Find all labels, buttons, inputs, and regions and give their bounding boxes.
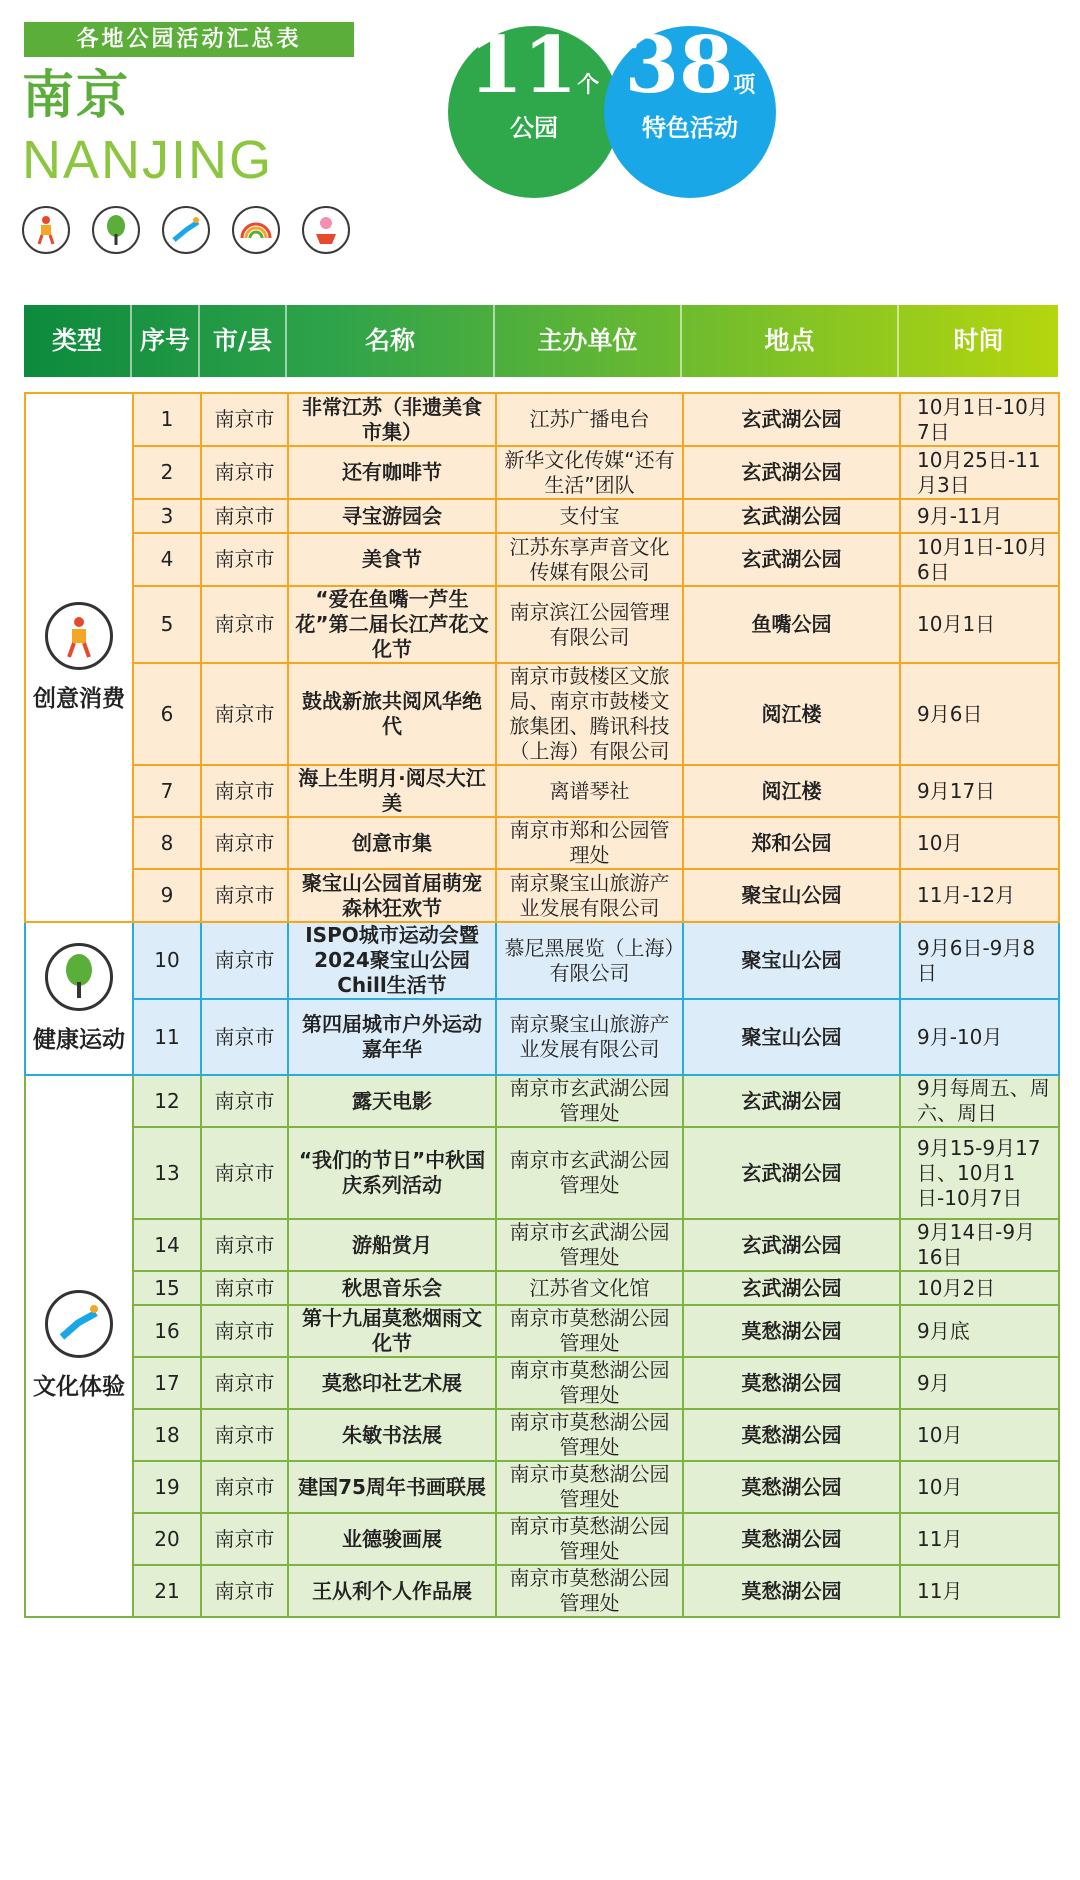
city-cell: 南京市 [201,1513,288,1565]
city-cell: 南京市 [201,1565,288,1617]
organizer: 新华文化传媒“还有生活”团队 [496,446,683,499]
organizer: 南京市莫愁湖公园管理处 [496,1565,683,1617]
date-range: 9月-11月 [900,499,1059,533]
row-number: 10 [133,922,201,999]
activity-name: 莫愁印社艺术展 [288,1357,496,1409]
row-number: 11 [133,999,201,1075]
venue: 郑和公园 [683,817,900,869]
date-range: 9月 [900,1357,1059,1409]
organizer: 南京市莫愁湖公园管理处 [496,1409,683,1461]
row-number: 18 [133,1409,201,1461]
activity-name: 王从利个人作品展 [288,1565,496,1617]
category-cell [25,1075,133,1617]
venue: 莫愁湖公园 [683,1513,900,1565]
date-range: 10月1日 [900,586,1059,663]
organizer: 南京市莫愁湖公园管理处 [496,1305,683,1357]
activity-name: 建国75周年书画联展 [288,1461,496,1513]
activity-name: 创意市集 [288,817,496,869]
row-number: 13 [133,1127,201,1219]
activity-name: 业德骏画展 [288,1513,496,1565]
parks-stat [448,20,620,198]
organizer: 南京市莫愁湖公园管理处 [496,1461,683,1513]
activity-name: 鼓战新旅共阅风华绝代 [288,663,496,765]
row-number: 3 [133,499,201,533]
person-icon [45,602,113,670]
organizer: 江苏省文化馆 [496,1271,683,1305]
venue: 莫愁湖公园 [683,1305,900,1357]
organizer: 支付宝 [496,499,683,533]
row-number: 2 [133,446,201,499]
city-cell: 南京市 [201,446,288,499]
activities-unit: 项 [733,73,756,98]
table-row [25,1219,1059,1271]
organizer: 南京市莫愁湖公园管理处 [496,1357,683,1409]
row-number: 6 [133,663,201,765]
venue: 玄武湖公园 [683,1271,900,1305]
row-number: 9 [133,869,201,922]
row-number: 8 [133,817,201,869]
venue: 莫愁湖公园 [683,1461,900,1513]
venue: 玄武湖公园 [683,533,900,586]
table-row [25,999,1059,1075]
parks-count: 11 [468,20,578,111]
row-number: 19 [133,1461,201,1513]
row-number: 16 [133,1305,201,1357]
table-row [25,1409,1059,1461]
table-row [25,393,1059,446]
city-name-en: NANJING [22,130,274,190]
date-range: 10月 [900,817,1059,869]
table-row [25,1305,1059,1357]
person-icon [22,206,70,254]
date-range: 9月6日-9月8日 [900,922,1059,999]
activity-name: 露天电影 [288,1075,496,1127]
organizer: 南京滨江公园管理有限公司 [496,586,683,663]
activity-name: 美食节 [288,533,496,586]
venue: 玄武湖公园 [683,1219,900,1271]
category-label: 创意消费 [33,685,125,712]
activity-name: 游船赏月 [288,1219,496,1271]
venue: 莫愁湖公园 [683,1357,900,1409]
city-cell: 南京市 [201,922,288,999]
date-range: 9月6日 [900,663,1059,765]
row-number: 7 [133,765,201,817]
row-number: 14 [133,1219,201,1271]
date-range: 9月14日-9月16日 [900,1219,1059,1271]
city-cell: 南京市 [201,1219,288,1271]
date-range: 9月每周五、周六、周日 [900,1075,1059,1127]
table-row [25,499,1059,533]
organizer: 江苏广播电台 [496,393,683,446]
row-number: 4 [133,533,201,586]
parks-label: 公园 [510,114,558,142]
page-tag: 各地公园活动汇总表 [24,22,354,57]
organizer: 南京市郑和公园管理处 [496,817,683,869]
date-range: 11月 [900,1513,1059,1565]
activity-name: “我们的节日”中秋国庆系列活动 [288,1127,496,1219]
activity-name: 海上生明月·阅尽大江美 [288,765,496,817]
table-row [25,1357,1059,1409]
table-row [25,1271,1059,1305]
col-type: 类型 [24,305,132,377]
activities-label: 特色活动 [642,114,738,142]
city-name-cn: 南京 [22,66,131,126]
city-cell: 南京市 [201,1461,288,1513]
city-cell: 南京市 [201,663,288,765]
col-time: 时间 [953,326,1004,355]
activity-name: 还有咖啡节 [288,446,496,499]
city-cell: 南京市 [201,999,288,1075]
organizer: 江苏东享声音文化传媒有限公司 [496,533,683,586]
flower-icon [302,206,350,254]
venue: 玄武湖公园 [683,499,900,533]
activities-count: 38 [624,20,734,111]
city-cell: 南京市 [201,1271,288,1305]
city-cell: 南京市 [201,393,288,446]
table-row [25,1461,1059,1513]
venue: 阅江楼 [683,663,900,765]
city-cell: 南京市 [201,765,288,817]
table-row [25,1565,1059,1617]
city-cell: 南京市 [201,1305,288,1357]
date-range: 11月-12月 [900,869,1059,922]
organizer: 南京市莫愁湖公园管理处 [496,1513,683,1565]
row-number: 17 [133,1357,201,1409]
table-header [24,305,1058,377]
table-row [25,1127,1059,1219]
venue: 鱼嘴公园 [683,586,900,663]
date-range: 10月1日-10月7日 [900,393,1059,446]
activity-name: 朱敏书法展 [288,1409,496,1461]
city-cell: 南京市 [201,586,288,663]
table-row [25,663,1059,765]
activity-table [24,392,1060,1618]
parks-unit: 个 [577,73,600,98]
row-number: 1 [133,393,201,446]
activity-name: 秋思音乐会 [288,1271,496,1305]
date-range: 9月-10月 [900,999,1059,1075]
venue: 聚宝山公园 [683,922,900,999]
rainbow-icon [232,206,280,254]
row-number: 12 [133,1075,201,1127]
date-range: 10月25日-11月3日 [900,446,1059,499]
table-row [25,1513,1059,1565]
activity-name: 第四届城市户外运动嘉年华 [288,999,496,1075]
category-cell [25,393,133,922]
activity-name: 聚宝山公园首届萌宠森林狂欢节 [288,869,496,922]
organizer: 南京市玄武湖公园管理处 [496,1075,683,1127]
table-row [25,922,1059,999]
date-range: 10月 [900,1461,1059,1513]
venue: 聚宝山公园 [683,869,900,922]
venue: 阅江楼 [683,765,900,817]
city-cell: 南京市 [201,533,288,586]
activity-name: 第十九届莫愁烟雨文化节 [288,1305,496,1357]
tree-icon [45,943,113,1011]
category-label: 文化体验 [33,1374,125,1400]
city-cell: 南京市 [201,499,288,533]
organizer: 南京聚宝山旅游产业发展有限公司 [496,999,683,1075]
date-range: 10月1日-10月6日 [900,533,1059,586]
date-range: 10月 [900,1409,1059,1461]
row-number: 15 [133,1271,201,1305]
venue: 玄武湖公园 [683,446,900,499]
table-row [25,869,1059,922]
table-row [25,586,1059,663]
date-range: 11月 [900,1565,1059,1617]
city-cell: 南京市 [201,1127,288,1219]
date-range: 10月2日 [900,1271,1059,1305]
category-cell [25,922,133,1075]
organizer: 慕尼黑展览（上海）有限公司 [496,922,683,999]
venue: 玄武湖公园 [683,1075,900,1127]
col-city: 市/县 [200,305,287,377]
category-label: 健康运动 [33,1026,125,1053]
activity-name: 非常江苏（非遗美食市集） [288,393,496,446]
date-range: 9月17日 [900,765,1059,817]
organizer: 南京市鼓楼区文旅局、南京市鼓楼文旅集团、腾讯科技（上海）有限公司 [496,663,683,765]
col-org: 主办单位 [495,305,682,377]
city-cell: 南京市 [201,869,288,922]
city-cell: 南京市 [201,1075,288,1127]
venue: 聚宝山公园 [683,999,900,1075]
city-cell: 南京市 [201,1409,288,1461]
col-no: 序号 [132,305,200,377]
table-row [25,533,1059,586]
organizer: 离谱琴社 [496,765,683,817]
venue: 玄武湖公园 [683,1127,900,1219]
runner-icon [162,206,210,254]
runner-icon [45,1290,113,1358]
venue: 玄武湖公园 [683,393,900,446]
venue: 莫愁湖公园 [683,1409,900,1461]
organizer: 南京市玄武湖公园管理处 [496,1127,683,1219]
venue: 莫愁湖公园 [683,1565,900,1617]
table-row [25,1075,1059,1127]
row-number: 5 [133,586,201,663]
activity-name: “爱在鱼嘴一芦生花”第二届长江芦花文化节 [288,586,496,663]
city-cell: 南京市 [201,817,288,869]
activities-stat [604,20,776,198]
table-row [25,817,1059,869]
col-place: 地点 [682,305,899,377]
col-name: 名称 [287,305,495,377]
table-row [25,446,1059,499]
table-row [25,765,1059,817]
activity-name: 寻宝游园会 [288,499,496,533]
date-range: 9月底 [900,1305,1059,1357]
tree-icon [92,206,140,254]
activity-name: ISPO城市运动会暨2024聚宝山公园Chill生活节 [288,922,496,999]
organizer: 南京聚宝山旅游产业发展有限公司 [496,869,683,922]
city-cell: 南京市 [201,1357,288,1409]
date-range: 9月15-9月17日、10月1日-10月7日 [900,1127,1059,1219]
row-number: 21 [133,1565,201,1617]
organizer: 南京市玄武湖公园管理处 [496,1219,683,1271]
row-number: 20 [133,1513,201,1565]
